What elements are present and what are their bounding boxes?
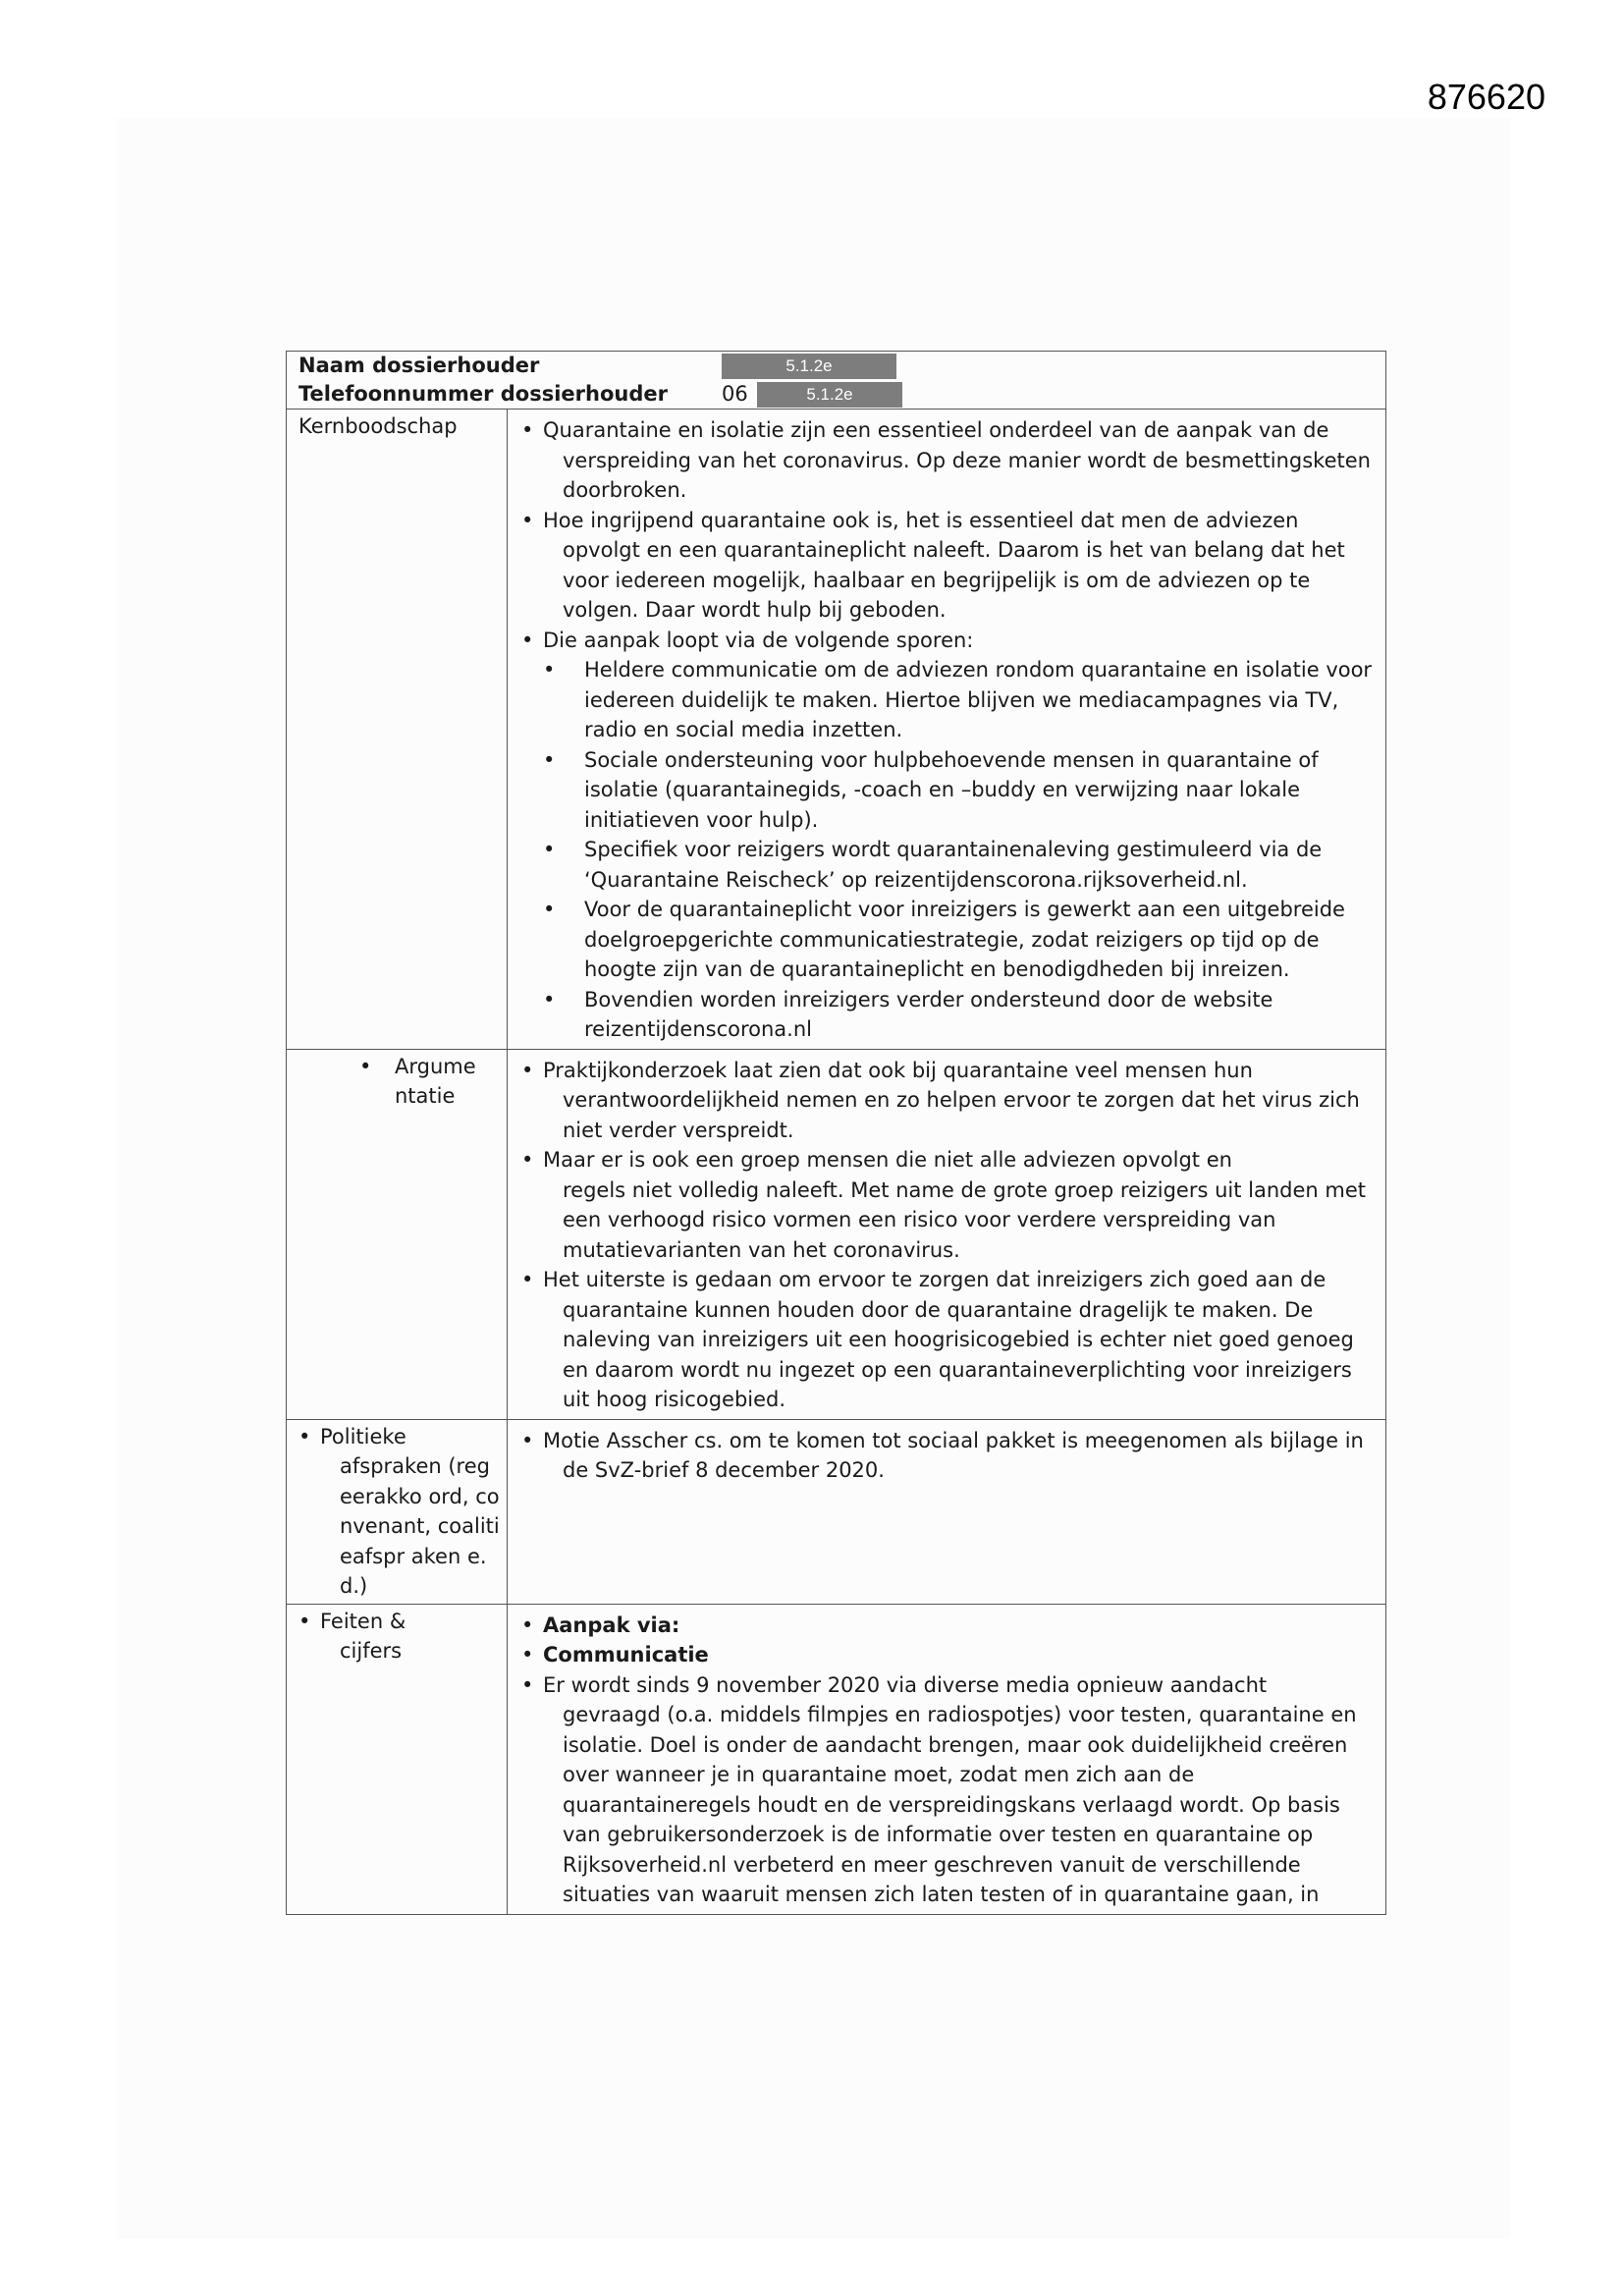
argumentatie-list — [521, 1056, 1376, 1415]
header-row — [287, 352, 1386, 410]
kernboodschap-content — [508, 410, 1386, 1050]
kernboodschap-row — [287, 410, 1386, 1050]
feiten-label-cell — [287, 1604, 508, 1914]
politieke-label — [298, 1422, 501, 1602]
list-item — [521, 1265, 1376, 1415]
sub-list-item: • Bovendien worden inreizigers verder ondersteund door de website reizentijdenscorona.nl — [521, 985, 1376, 1045]
argumentatie-content — [508, 1049, 1386, 1419]
sub-list-item: • Voor de quarantaineplicht voor inreizigers is gewerkt aan een uitgebreide doelgroepgerichte communicatiestrategie, zodat reizigers op tijd op de hoogte zijn van de quarantaineplicht en benodigdheden bij inreizen. — [521, 895, 1376, 985]
list-item-text: • Praktijkonderzoek laat zien dat ook bij quarantaine veel mensen hun — [543, 1058, 1253, 1082]
list-item-text: • Maar er is ook een groep mensen die niet alle adviezen opvolgt en — [543, 1148, 1232, 1172]
feiten-row — [287, 1604, 1386, 1914]
document-number: 876620 — [1427, 77, 1545, 117]
politieke-label-cell — [287, 1419, 508, 1604]
argumentatie-row — [287, 1049, 1386, 1419]
list-item — [521, 1056, 1376, 1146]
list-item-text: • Quarantaine en isolatie zijn een essentieel onderdeel van de aanpak van de — [543, 418, 1329, 442]
owner-name-row — [298, 352, 1374, 380]
list-item — [521, 626, 1376, 1045]
phone-prefix: 06 — [722, 382, 748, 407]
owner-name-label: Naam dossierhouder — [298, 354, 540, 378]
list-item — [521, 1145, 1376, 1265]
politieke-label-cont: afspraken (regeerakko ord, convenant, coalitieafspr aken e.d.) — [340, 1454, 500, 1598]
dossier-table — [286, 351, 1386, 1915]
politieke-row — [287, 1419, 1386, 1604]
list-item-text: • Er wordt sinds 9 november 2020 via diverse media opnieuw aandacht — [543, 1672, 1268, 1697]
sub-list-item: • Sociale ondersteuning voor hulpbehoevende mensen in quarantaine of isolatie (quarantainegids, -coach en –buddy en verwijzing naar lokale initiatieven voor hulp). — [521, 745, 1376, 836]
phone-redaction: 5.1.2e — [757, 382, 902, 408]
list-item-text: • Motie Asscher cs. om te komen tot sociaal pakket is meegenomen als bijlage in — [543, 1428, 1364, 1452]
list-item-text-cont: quarantaine kunnen houden door de quarantaine dragelijk te maken. De naleving van inreizigers uit een hoogrisicogebied is echter niet goed genoeg en daarom wordt nu ingezet op een quarantaineverplichting voor inreizigers uit hoog risicogebied. — [563, 1297, 1354, 1411]
list-item — [521, 1670, 1376, 1910]
list-item-text-cont: regels niet volledig naleeft. Met name de grote groep reizigers uit landen met een verhoogd risico vormen een risico voor verdere verspreiding van mutatievarianten van het coronavirus. — [563, 1177, 1367, 1262]
sub-list-item: • Specifiek voor reizigers wordt quarantainenaleving gestimuleerd via de ‘Quarantaine Reischeck’ op reizentijdenscorona.rijksoverheid.nl. — [521, 835, 1376, 895]
list-item-heading: Communicatie — [543, 1643, 709, 1667]
phone-label: Telefoonnummer dossierhouder — [298, 382, 668, 407]
feiten-content — [508, 1604, 1386, 1914]
feiten-label — [298, 1607, 501, 1667]
argumentatie-label: • Argume ntatie — [298, 1052, 483, 1112]
list-item-text-cont: verantwoordelijkheid nemen en zo helpen ervoor te zorgen dat het virus zich niet verder verspreidt. — [563, 1088, 1360, 1142]
list-item — [521, 506, 1376, 626]
list-item-text: • Hoe ingrijpend quarantaine ook is, het is essentieel dat men de adviezen — [543, 508, 1299, 532]
list-item — [521, 1611, 1376, 1641]
politieke-content — [508, 1419, 1386, 1604]
list-item-heading: Aanpak via: — [543, 1613, 680, 1637]
argumentatie-label-cell — [287, 1049, 508, 1419]
sub-list — [521, 655, 1376, 1045]
kernboodschap-label: Kernboodschap — [287, 410, 508, 1050]
feiten-label-cont: cijfers — [340, 1639, 403, 1663]
list-item-text-cont: gevraagd (o.a. middels filmpjes en radiospotjes) voor testen, quarantaine en isolatie. Doel is onder de aandacht brengen, maar ook duidelijkheid creëren over wanneer je in quarantaine moet, zodat men zich aan de quarantaineregels houdt en de verspreidingskans verlaagd wordt. Op basis van gebruikersonderzoek is de informatie over testen en quarantaine op Rijksoverheid.nl verbeterd en meer geschreven vanuit de verschillende situaties van waaruit mensen zich laten testen of in quarantaine gaan, in — [563, 1703, 1357, 1906]
politieke-label-first: Politieke — [320, 1424, 406, 1449]
header-cell — [287, 352, 1386, 410]
phone-row — [298, 380, 1374, 409]
list-item — [521, 1640, 1376, 1670]
sub-list-item: • Heldere communicatie om de adviezen rondom quarantaine en isolatie voor iedereen duidelijk te maken. Hiertoe blijven we mediacampagnes via TV, radio en social media inzetten. — [521, 655, 1376, 745]
list-item — [521, 1426, 1376, 1486]
list-item-text-cont: opvolgt en een quarantaineplicht naleeft. Daarom is het van belang dat het voor iedereen mogelijk, haalbaar en begrijpelijk is om de adviezen op te volgen. Daar wordt hulp bij geboden. — [563, 538, 1345, 622]
list-item-text: • Het uiterste is gedaan om ervoor te zorgen dat inreizigers zich goed aan de — [543, 1268, 1326, 1291]
list-item-text-cont: de SvZ-brief 8 december 2020. — [563, 1458, 885, 1482]
politieke-list — [521, 1426, 1376, 1486]
kernboodschap-list — [521, 415, 1376, 1045]
owner-name-redaction: 5.1.2e — [722, 354, 896, 379]
list-item-text-cont: verspreiding van het coronavirus. Op deze manier wordt de besmettingsketen doorbroken. — [563, 448, 1371, 502]
feiten-label-first: Feiten & — [320, 1609, 406, 1633]
list-item — [521, 415, 1376, 506]
feiten-list — [521, 1611, 1376, 1910]
list-item-text: • Die aanpak loopt via de volgende sporen: — [543, 628, 974, 652]
